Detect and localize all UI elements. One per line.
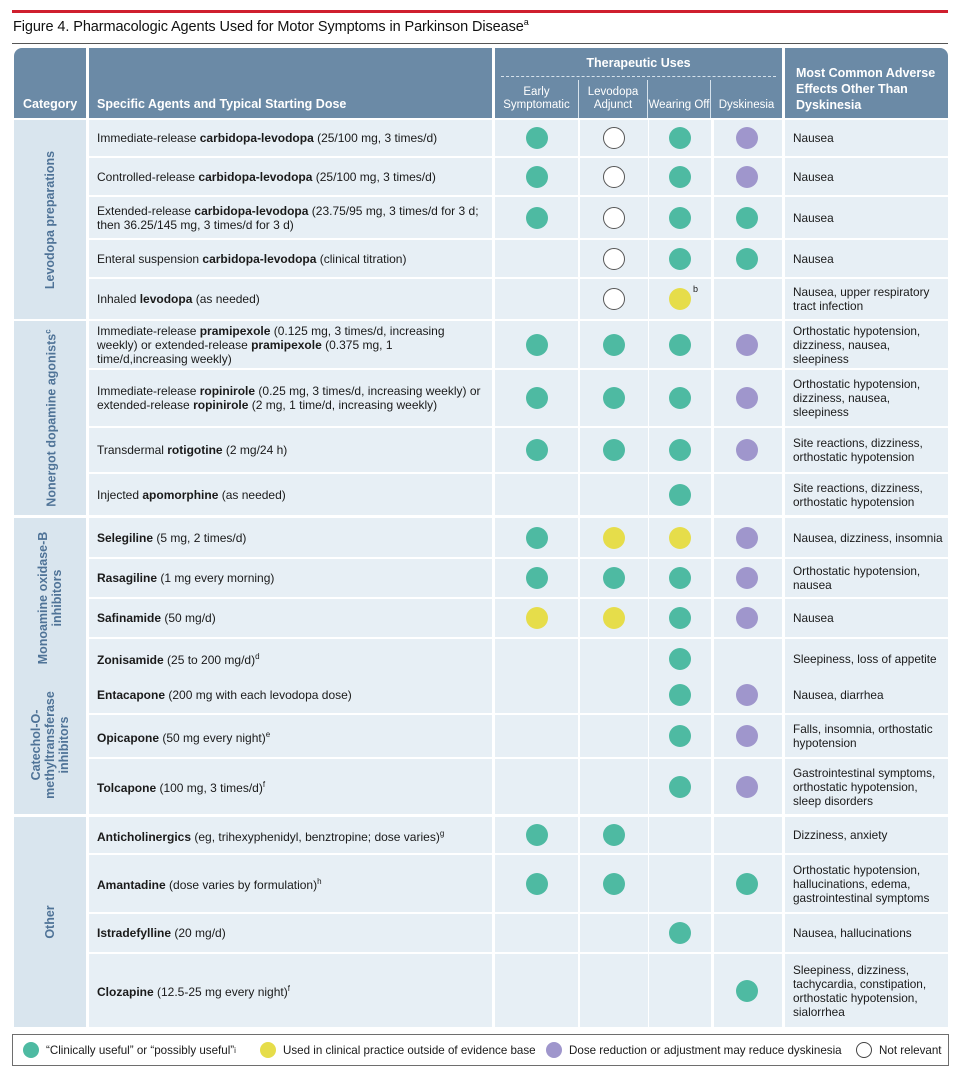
green-circle-icon (669, 725, 691, 747)
purple-circle-icon (736, 776, 758, 798)
adverse-effects-text: Orthostatic hypotension, dizziness, nausea, sleepiness (793, 323, 921, 366)
agent-prefix: Immediate-release (97, 323, 200, 338)
agent-prefix: Immediate-release (97, 384, 200, 398)
use-cell (495, 240, 578, 277)
empty-circle-icon (603, 166, 625, 188)
agent-dose: (0.375 mg, 1 time/d,increasing weekly) (97, 337, 393, 366)
agent-drug-name: rotigotine (167, 443, 223, 457)
green-circle-icon (526, 439, 548, 461)
agent-text (97, 728, 270, 745)
legend-item-outside-evidence: Used in clinical practice outside of evidence base (260, 1042, 536, 1058)
agent-drug-name: apomorphine (142, 487, 219, 502)
agent-cell (89, 279, 492, 319)
green-circle-icon (526, 127, 548, 149)
use-cell (495, 914, 578, 952)
purple-circle-icon (736, 684, 758, 706)
legend-item-not-relevant: Not relevant (856, 1042, 942, 1058)
adverse-effects-text: Nausea (793, 251, 834, 266)
category-label (43, 825, 57, 1019)
category-cell (14, 518, 86, 678)
adverse-effects-text: Nausea, diarrhea (793, 687, 884, 702)
use-cell (580, 715, 648, 757)
agent-cell (89, 855, 492, 912)
use-cell (714, 914, 782, 952)
legend-item-clinically-useful: “Clinically useful” or “possibly useful” i (23, 1042, 236, 1058)
agent-dose: (100 mg, 3 times/d) (156, 781, 263, 795)
use-cell (649, 817, 711, 853)
green-circle-icon (669, 684, 691, 706)
agent-drug-name: carbidopa-levodopa (202, 251, 317, 266)
use-cell (580, 954, 648, 1027)
agent-drug-name: levodopa (139, 292, 193, 306)
purple-circle-icon (546, 1042, 562, 1058)
title-divider (12, 43, 948, 44)
green-circle-icon (526, 824, 548, 846)
green-circle-icon (669, 567, 691, 589)
agent-drug-name: carbidopa-levodopa (198, 169, 313, 184)
figure-title: Figure 4. Pharmacologic Agents Used for Motor Symptoms in Parkinson Disease$^a$ (13, 17, 529, 35)
agent-drug-name: pramipexole (199, 323, 271, 338)
yellow-circle-icon (603, 527, 625, 549)
green-circle-icon (669, 127, 691, 149)
agent-cell (89, 676, 492, 713)
use-cell (714, 474, 782, 515)
use-cell (714, 279, 782, 319)
footnote-marker: f (287, 984, 290, 993)
subheader-dyskinesia: Dyskinesia (718, 99, 775, 111)
subheader-wearing-off: Wearing Off (648, 99, 710, 111)
green-circle-icon (23, 1042, 39, 1058)
agent-drug-name: Selegiline (97, 530, 154, 545)
adverse-effects-cell (785, 474, 948, 515)
footnote-marker: g (439, 828, 445, 838)
adverse-effects-cell (785, 240, 948, 277)
adverse-effects-text: Sleepiness, loss of appetite (793, 651, 937, 666)
green-circle-icon (736, 873, 758, 895)
use-cell (495, 715, 578, 757)
agent-drug-name: Opicapone (97, 730, 160, 745)
agent-cell (89, 914, 492, 952)
agent-prefix: Immediate-release (97, 131, 200, 145)
footnote-marker: b (693, 284, 699, 294)
green-circle-icon (669, 484, 691, 506)
category-label (36, 526, 64, 670)
agent-dose: (clinical titration) (316, 251, 407, 266)
adverse-effects-cell (785, 197, 948, 238)
agent-dose: (23.75/95 mg, 3 times/d for 3 d; then 36.25/145 mg, 3 times/d for 3 d) (97, 203, 479, 232)
agent-prefix: Controlled-release (97, 169, 199, 184)
yellow-circle-icon (260, 1042, 276, 1058)
agent-dose: (5 mg, 2 times/d) (153, 530, 247, 545)
agent-cell (89, 715, 492, 757)
green-circle-icon (669, 648, 691, 670)
adverse-effects-text: Dizziness, anxiety (793, 828, 888, 842)
yellow-circle-icon (669, 288, 691, 310)
category-label (29, 684, 71, 806)
agent-drug-name: ropinirole (199, 384, 256, 398)
agent-drug-name: Anticholinergics (97, 829, 192, 844)
green-circle-icon (736, 248, 758, 270)
agent-text (97, 384, 486, 412)
agent-drug-name: Rasagiline (97, 571, 158, 585)
adverse-effects-cell (785, 599, 948, 637)
adverse-effects-text: Orthostatic hypotension, nausea (793, 564, 921, 592)
adverse-effects-cell (785, 715, 948, 757)
empty-circle-icon (603, 288, 625, 310)
adverse-effects-cell (785, 759, 948, 814)
use-cell (580, 676, 648, 713)
footnote-marker: h (317, 877, 322, 886)
empty-circle-icon (856, 1042, 872, 1058)
use-cell (714, 639, 782, 678)
empty-circle-icon (603, 207, 625, 229)
agent-cell (89, 954, 492, 1027)
empty-circle-icon (603, 248, 625, 270)
agent-cell (89, 240, 492, 277)
footnote-marker: f (262, 780, 266, 789)
agent-cell (89, 120, 492, 156)
green-circle-icon (526, 567, 548, 589)
agent-cell (89, 639, 492, 678)
footnote-marker: d (255, 652, 260, 661)
green-circle-icon (736, 980, 758, 1002)
green-circle-icon (526, 387, 548, 409)
agent-prefix: Extended-release (97, 203, 195, 218)
title-rule (12, 10, 948, 13)
empty-circle-icon (603, 127, 625, 149)
use-cell (649, 954, 711, 1027)
agent-text (97, 204, 486, 232)
green-circle-icon (526, 207, 548, 229)
yellow-circle-icon (603, 607, 625, 629)
green-circle-icon (526, 166, 548, 188)
agent-cell (89, 197, 492, 238)
adverse-effects-cell (785, 676, 948, 713)
adverse-effects-text: Falls, insomnia, orthostatic hypotension (793, 722, 933, 750)
footnote-marker: e (265, 729, 271, 739)
agent-dose: (as needed) (192, 292, 260, 306)
agent-text (97, 688, 352, 702)
green-circle-icon (669, 776, 691, 798)
adverse-effects-cell (785, 120, 948, 156)
agent-dose: (12.5-25 mg every night) (153, 985, 288, 999)
adverse-effects-text: Nausea (793, 169, 834, 184)
agent-prefix: Injected (97, 487, 143, 502)
purple-circle-icon (736, 387, 758, 409)
adverse-effects-text: Site reactions, dizziness, orthostatic hypotension (793, 480, 923, 509)
agent-drug-name: Clozapine (97, 985, 154, 999)
green-circle-icon (526, 334, 548, 356)
agent-dose: (as needed) (218, 487, 286, 502)
adverse-effects-cell (785, 370, 948, 426)
use-cell (649, 855, 711, 912)
agent-dose: (25/100 mg, 3 times/d) (313, 131, 438, 145)
green-circle-icon (603, 873, 625, 895)
use-cell (495, 474, 578, 515)
agent-dose: (0.25 mg, 3 times/d, increasing weekly) or extended-release (97, 384, 481, 412)
footnote-marker: c (43, 329, 53, 334)
adverse-effects-cell (785, 518, 948, 557)
category-label-text: Nonergot dopamine agonists (44, 333, 59, 507)
use-cell (580, 914, 648, 952)
use-cell (495, 279, 578, 319)
green-circle-icon (603, 824, 625, 846)
agent-text (97, 443, 287, 457)
use-cell (495, 676, 578, 713)
agent-cell (89, 559, 492, 597)
agent-text (97, 571, 274, 585)
agent-dose: (25 to 200 mg/d) (163, 653, 256, 667)
agent-dose: (25/100 mg, 3 times/d) (312, 169, 436, 184)
purple-circle-icon (736, 527, 758, 549)
yellow-circle-icon (669, 527, 691, 549)
use-cell (495, 639, 578, 678)
purple-circle-icon (736, 439, 758, 461)
category-label-text: Monoamine oxidase-B inhibitors (36, 531, 64, 665)
adverse-effects-text: Nausea (793, 611, 834, 625)
use-cell (714, 817, 782, 853)
yellow-circle-icon (526, 607, 548, 629)
use-cell (580, 639, 648, 678)
adverse-effects-text: Site reactions, dizziness, orthostatic hypotension (793, 436, 923, 464)
green-circle-icon (669, 334, 691, 356)
agent-drug-name: Zonisamide (97, 653, 164, 667)
agent-cell (89, 518, 492, 557)
category-label-text: Other (43, 905, 57, 939)
agent-drug-name: Istradefylline (97, 926, 172, 940)
agent-text (97, 827, 444, 844)
use-cell (495, 954, 578, 1027)
purple-circle-icon (736, 725, 758, 747)
agent-drug-name: Tolcapone (97, 781, 157, 795)
legend (12, 1034, 949, 1066)
agent-drug-name: Entacapone (97, 687, 166, 702)
agent-dose: (eg, trihexyphenidyl, benztropine; dose varies) (191, 829, 440, 844)
header-category: Category (14, 48, 86, 118)
green-circle-icon (736, 207, 758, 229)
adverse-effects-cell (785, 855, 948, 912)
agent-text (97, 650, 260, 667)
purple-circle-icon (736, 567, 758, 589)
agent-text (97, 170, 436, 184)
green-circle-icon (669, 207, 691, 229)
category-cell (14, 817, 86, 1027)
header-adverse-effects: Most Common Adverse Effects Other Than Dyskinesia (785, 48, 948, 118)
adverse-effects-cell (785, 639, 948, 678)
use-cell (495, 759, 578, 814)
agent-drug-name: pramipexole (251, 337, 322, 352)
agent-drug-name: ropinirole (193, 398, 249, 412)
category-label-text: Catechol-O-methyltransferase inhibitors (29, 691, 71, 799)
agent-text (97, 611, 216, 625)
green-circle-icon (603, 387, 625, 409)
category-label (41, 329, 58, 507)
green-circle-icon (669, 607, 691, 629)
adverse-effects-cell (785, 559, 948, 597)
category-cell (14, 120, 86, 319)
adverse-effects-text: Sleepiness, dizziness, tachycardia, constipation, orthostatic hypotension, sialorrhea (793, 962, 927, 1019)
green-circle-icon (526, 527, 548, 549)
green-circle-icon (669, 387, 691, 409)
agent-text (97, 488, 286, 502)
agent-drug-name: carbidopa-levodopa (199, 131, 314, 145)
agent-prefix: Enteral suspension (97, 251, 203, 266)
agent-dose: (50 mg every night) (159, 730, 266, 745)
green-circle-icon (669, 922, 691, 944)
green-circle-icon (603, 439, 625, 461)
purple-circle-icon (736, 607, 758, 629)
adverse-effects-cell (785, 321, 948, 368)
adverse-effects-text: Nausea, upper respiratory tract infection (793, 285, 930, 313)
adverse-effects-cell (785, 914, 948, 952)
adverse-effects-cell (785, 279, 948, 319)
use-cell (580, 759, 648, 814)
adverse-effects-cell (785, 428, 948, 472)
agent-prefix: Inhaled (97, 292, 140, 306)
subheader-levodopa-adjunct: Levodopa Adjunct (587, 86, 639, 111)
adverse-effects-cell (785, 954, 948, 1027)
adverse-effects-text: Nausea, hallucinations (793, 926, 912, 940)
green-circle-icon (669, 248, 691, 270)
purple-circle-icon (736, 166, 758, 188)
agent-text (97, 926, 226, 940)
agent-text (97, 778, 265, 795)
agent-text (97, 875, 322, 892)
agent-cell (89, 599, 492, 637)
purple-circle-icon (736, 127, 758, 149)
agent-dose: (200 mg with each levodopa dose) (165, 687, 352, 702)
agent-text (97, 531, 246, 545)
adverse-effects-cell (785, 817, 948, 853)
agent-dose: (50 mg/d) (161, 611, 216, 625)
category-cell (14, 676, 86, 814)
agent-text (97, 252, 406, 266)
agent-cell (89, 321, 492, 368)
agent-prefix: Transdermal (97, 443, 168, 457)
green-circle-icon (603, 567, 625, 589)
agent-text (97, 292, 260, 306)
green-circle-icon (669, 166, 691, 188)
agent-cell (89, 759, 492, 814)
therapeutic-dash-rule (501, 76, 776, 77)
agent-dose: (20 mg/d) (171, 926, 226, 940)
use-cell (580, 474, 648, 515)
agent-cell (89, 474, 492, 515)
agent-cell (89, 370, 492, 426)
agent-drug-name: Amantadine (97, 878, 166, 892)
green-circle-icon (669, 439, 691, 461)
purple-circle-icon (736, 334, 758, 356)
agent-drug-name: Safinamide (97, 611, 162, 625)
agent-dose: (dose varies by formulation) (165, 878, 318, 892)
category-cell (14, 321, 86, 515)
agent-dose: (1 mg every morning) (157, 571, 275, 585)
agent-text (97, 982, 290, 999)
adverse-effects-text: Orthostatic hypotension, dizziness, nausea, sleepiness (793, 377, 921, 419)
adverse-effects-text: Nausea (793, 210, 834, 225)
agent-dose: (2 mg, 1 time/d, increasing weekly) (248, 398, 438, 412)
agent-cell (89, 428, 492, 472)
green-circle-icon (603, 334, 625, 356)
category-label (43, 128, 57, 311)
agent-text (97, 131, 437, 145)
adverse-effects-text: Orthostatic hypotension, hallucinations, edema, gastrointestinal symptoms (793, 862, 930, 905)
agent-drug-name: carbidopa-levodopa (194, 203, 309, 218)
header-therapeutic-uses: Therapeutic Uses Early Symptomatic Levodopa Adjunct Wearing Off Dyskinesia (495, 48, 782, 118)
agent-dose: (0.125 mg, 3 times/d, increasing weekly) or extended-release (97, 323, 445, 352)
adverse-effects-text: Nausea, dizziness, insomnia (793, 530, 943, 545)
agent-cell (89, 817, 492, 853)
adverse-effects-text: Gastrointestinal symptoms, orthostatic hypotension, sleep disorders (793, 765, 936, 808)
adverse-effects-text: Nausea (793, 131, 834, 145)
green-circle-icon (526, 873, 548, 895)
subheader-early-symptomatic: Early Symptomatic (503, 86, 570, 111)
category-label-text: Levodopa preparations (43, 150, 57, 289)
adverse-effects-cell (785, 158, 948, 195)
agent-dose: (2 mg/24 h) (222, 443, 288, 457)
legend-item-dose-reduction: Dose reduction or adjustment may reduce dyskinesia (546, 1042, 842, 1058)
agent-cell (89, 158, 492, 195)
agent-text (97, 324, 486, 366)
header-specific-agents: Specific Agents and Typical Starting Dose (89, 48, 492, 118)
